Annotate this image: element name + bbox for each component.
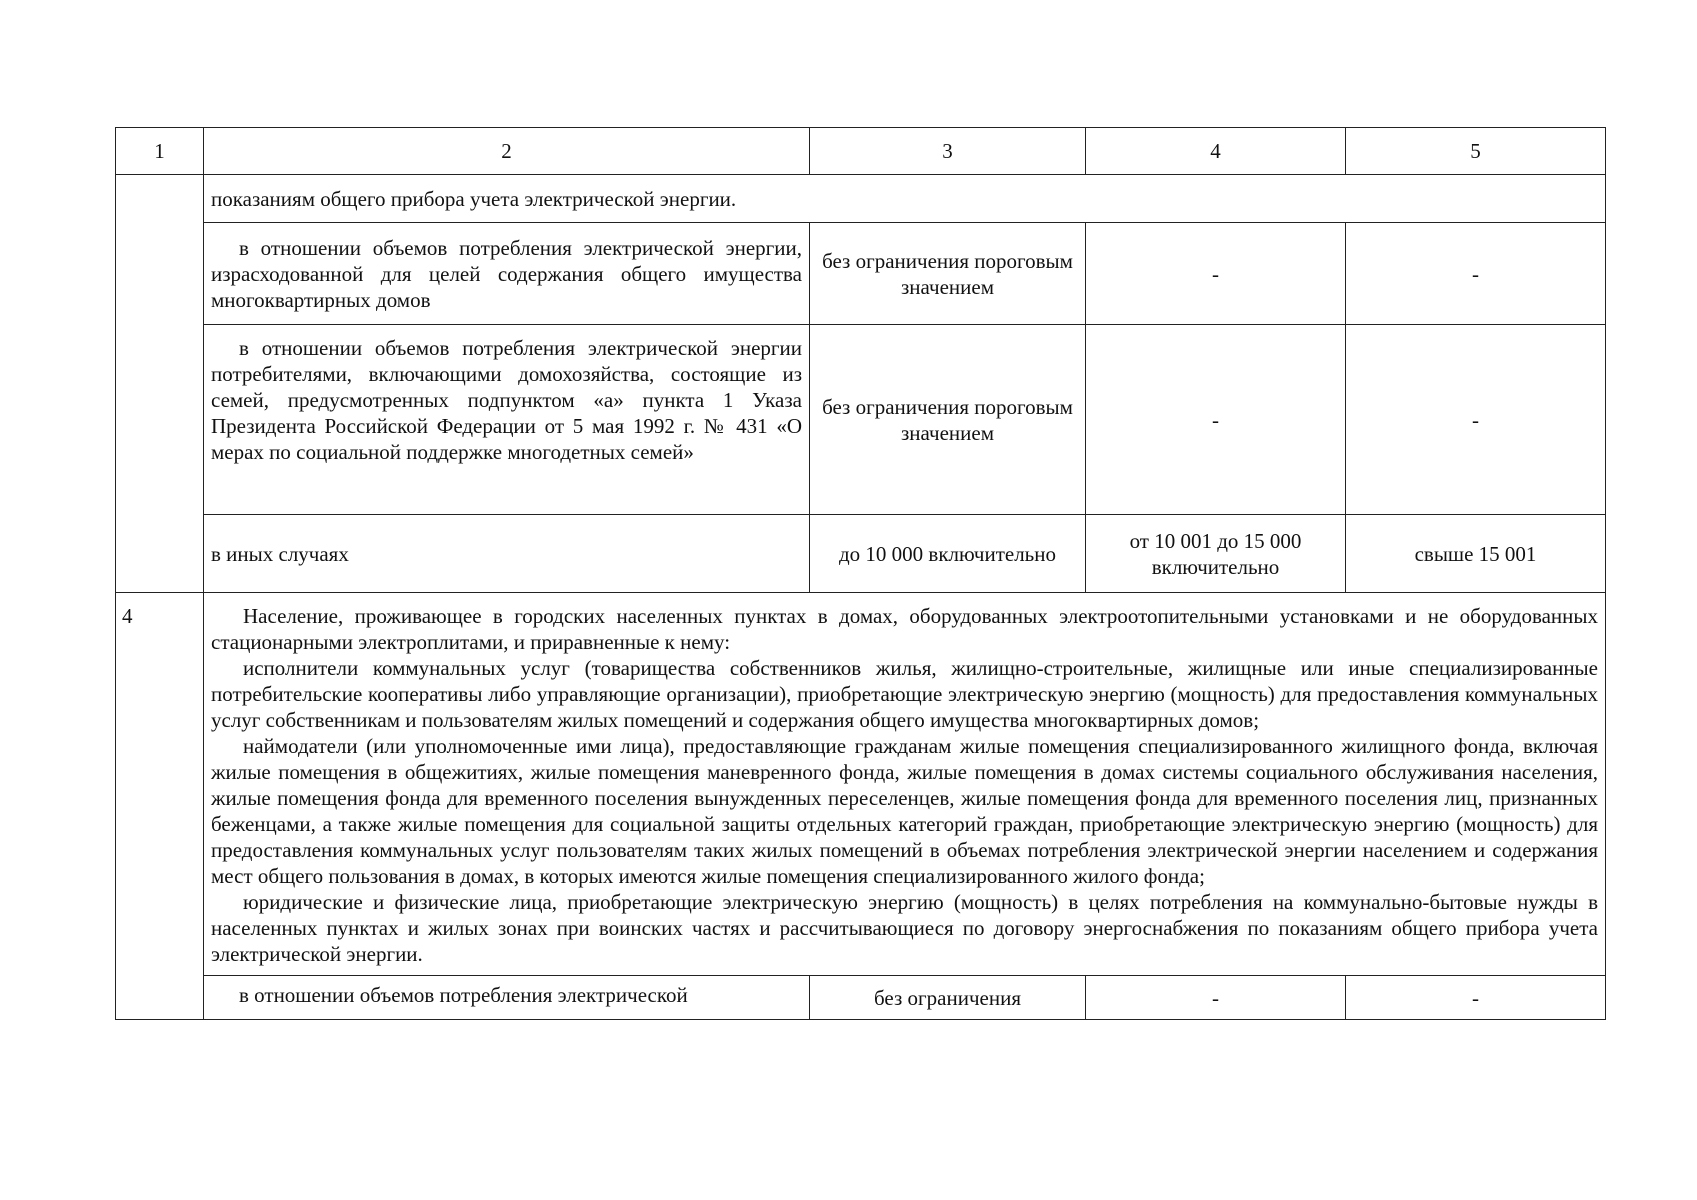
row-threshold-col5: - [1346, 976, 1606, 1020]
table-header-row [116, 128, 1606, 175]
row-threshold-col3: до 10 000 включительно [810, 515, 1086, 593]
row-number-cell [116, 175, 204, 593]
table-row [116, 175, 1606, 223]
row-threshold-col5: - [1346, 325, 1606, 515]
row-threshold-col3: без ограничения пороговым значением [810, 325, 1086, 515]
row-description: в отношении объемов потребления электрической [204, 976, 810, 1020]
tariff-table [115, 127, 1606, 1020]
row-threshold-col4: - [1086, 325, 1346, 515]
row-threshold-col5: свыше 15 001 [1346, 515, 1606, 593]
table-row [116, 325, 1606, 515]
row-threshold-col4: - [1086, 223, 1346, 325]
table-row [116, 515, 1606, 593]
header-col-2: 2 [204, 128, 810, 175]
continued-text: показаниям общего прибора учета электрической энергии. [204, 175, 1606, 223]
header-col-5: 5 [1346, 128, 1606, 175]
header-col-4: 4 [1086, 128, 1346, 175]
section-4-paragraph: юридические и физические лица, приобретающие электрическую энергию (мощность) в целях потребления на коммунально-бытовые нужды в населенных пунктах и жилых зонах при воинских частях и рассчитывающиеся по договору энергоснабжения по показаниям общего прибора учета электрической энергии. [211, 890, 1598, 966]
row-threshold-col3: без ограничения [810, 976, 1086, 1020]
header-col-3: 3 [810, 128, 1086, 175]
header-col-1: 1 [116, 128, 204, 175]
row-description: в иных случаях [204, 515, 810, 593]
row-number-cell: 4 [116, 593, 204, 1020]
table-row [116, 976, 1606, 1020]
table-row [116, 593, 1606, 976]
row-threshold-col4: от 10 001 до 15 000 включительно [1086, 515, 1346, 593]
row-description: в отношении объемов потребления электрической энергии потребителями, включающими домохозяйства, состоящие из семей, предусмотренных подпунктом «а» пункта 1 Указа Президента Российской Федерации от 5 мая 1992 г. № 431 «О мерах по социальной поддержке многодетных семей» [204, 325, 810, 515]
row-threshold-col4: - [1086, 976, 1346, 1020]
row-threshold-col5: - [1346, 223, 1606, 325]
row-description: в отношении объемов потребления электрической энергии, израсходованной для целей содержания общего имущества многоквартирных домов [204, 223, 810, 325]
section-4-paragraph: Население, проживающее в городских населенных пунктах в домах, оборудованных электроотопительными установками и не оборудованных стационарными электроплитами, и приравненные к нему: [211, 604, 1598, 654]
section-4-text [204, 593, 1606, 976]
section-4-paragraph: исполнители коммунальных услуг (товарищества собственников жилья, жилищно-строительные, жилищные или иные специализированные потребительские кооперативы либо управляющие организации), приобретающие электрическую энергию (мощность) для предоставления коммунальных услуг собственникам и пользователям жилых помещений и содержания общего имущества многоквартирных домов; [211, 656, 1598, 732]
table-row [116, 223, 1606, 325]
row-threshold-col3: без ограничения пороговым значением [810, 223, 1086, 325]
section-4-paragraph: наймодатели (или уполномоченные ими лица), предоставляющие гражданам жилые помещения специализированного жилищного фонда, включая жилые помещения в общежитиях, жилые помещения маневренного фонда, жилые помещения в домах системы социального обслуживания населения, жилые помещения фонда для временного поселения вынужденных переселенцев, жилые помещения фонда для временного поселения лиц, признанных беженцами, а также жилые помещения для социальной защиты отдельных категорий граждан, приобретающие электрическую энергию (мощность) для предоставления коммунальных услуг пользователям таких жилых помещений в объемах потребления электрической энергии населением и содержания мест общего пользования в домах, в которых имеются жилые помещения специализированного жилого фонда; [211, 734, 1598, 888]
